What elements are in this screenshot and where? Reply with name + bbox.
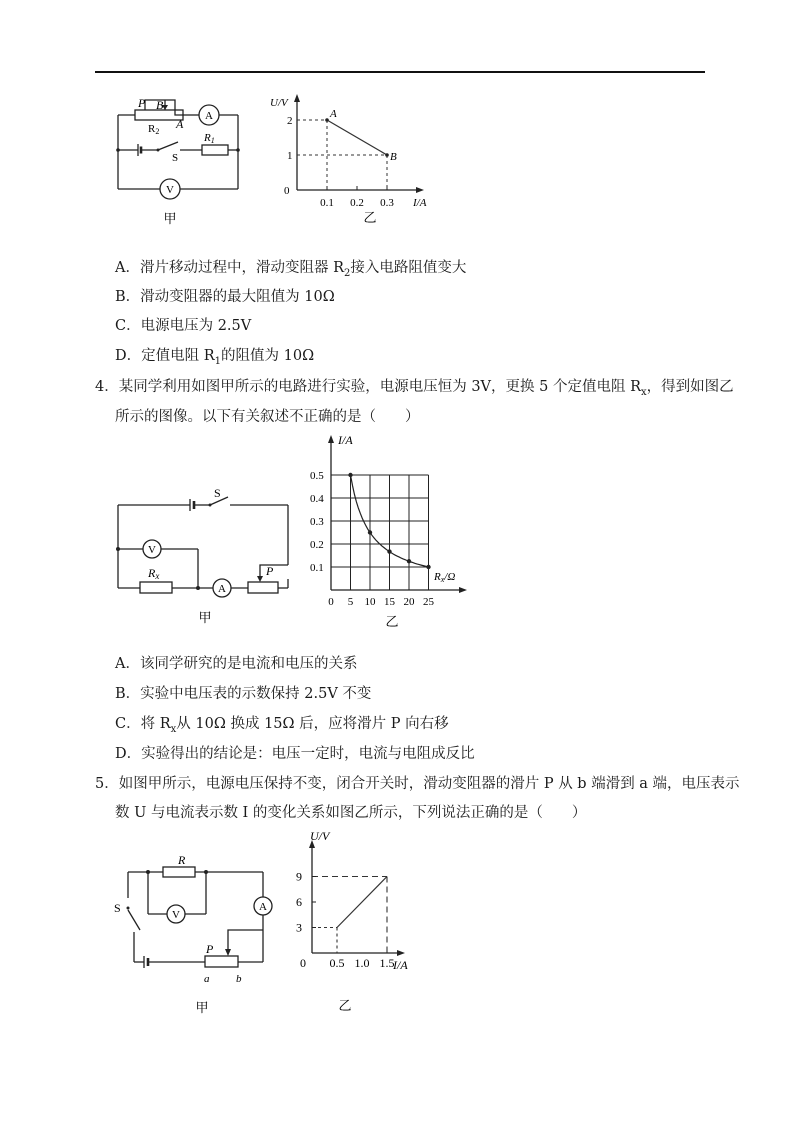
y-tick-label: 6: [296, 895, 302, 909]
q4-option-c[interactable]: C．将 $R_x$从 10Ω 换成 15Ω 后，应将滑片 P 向右移: [115, 716, 449, 735]
x-tick-label: 0.3: [380, 197, 394, 209]
q5-circuit-figure: [110, 850, 285, 1020]
label-P: P: [266, 564, 274, 578]
y-tick-label: 2: [287, 115, 293, 127]
x-tick-label: 15: [384, 596, 395, 608]
y-tick-label: 0.3: [310, 516, 324, 528]
label-S: S: [172, 152, 179, 164]
caption-jia: 甲: [198, 610, 212, 625]
q4-circuit-figure: [110, 485, 295, 630]
label-B: B: [156, 98, 164, 112]
y-tick-label: 0.1: [310, 562, 324, 574]
origin-label: 0: [284, 185, 290, 197]
q3-option-a[interactable]: A．滑片移动过程中，滑动变阻器 $R_2$接入电路阻值变大: [115, 260, 467, 279]
q3-option-d[interactable]: D．定值电阻 $R_1$的阻值为 10Ω: [115, 348, 315, 367]
ammeter-icon: A: [218, 583, 226, 595]
q4-graph-figure: [300, 430, 480, 630]
data-point-0: [325, 118, 329, 122]
x-axis-label: I/A: [413, 197, 427, 209]
label-a: a: [204, 973, 210, 985]
caption-jia: 甲: [195, 1000, 209, 1015]
label-R2: R2: [148, 123, 160, 136]
data-point-1: [385, 153, 389, 157]
point-label-1: B: [390, 151, 397, 163]
q3-circuit-figure: [100, 95, 250, 230]
label-S: S: [214, 486, 221, 500]
x-tick-label: 0.1: [320, 197, 334, 209]
q3-graph-figure: [265, 90, 440, 230]
y-tick-label: 3: [296, 920, 302, 935]
q4-stem-line2: 所示的图像。以下有关叙述不正确的是（ ）: [115, 409, 420, 425]
y-tick-label: 0.2: [310, 539, 324, 551]
voltmeter-icon: V: [172, 909, 180, 921]
label-Rx: Rx: [148, 566, 160, 581]
origin-label: 0: [300, 956, 306, 970]
x-tick-label: 0: [328, 596, 334, 608]
x-axis-label: I/A: [393, 958, 408, 972]
q5-graph-figure: [290, 825, 430, 1020]
caption-yi: 乙: [385, 614, 399, 629]
label-R: R: [178, 853, 186, 867]
x-tick-label: 25: [423, 596, 434, 608]
q4-option-b[interactable]: B．实验中电压表的示数保持 2.5V 不变: [115, 686, 372, 702]
q4-stem-line1: 4．某同学利用如图甲所示的电路进行实验，电源电压恒为 3V，更换 5 个定值电阻 $R_x$，得到如图乙: [95, 379, 734, 398]
x-tick-label: 0.2: [350, 197, 364, 209]
label-P: P: [138, 96, 146, 110]
series-line: [327, 120, 387, 155]
y-tick-label: 1: [287, 150, 293, 162]
x-tick-label: 20: [403, 596, 415, 608]
data-point-2: [387, 549, 391, 553]
label-P: P: [206, 942, 214, 956]
caption-yi: 乙: [363, 210, 377, 225]
label-b: b: [236, 973, 242, 985]
data-point-1: [368, 530, 372, 534]
caption-yi: 乙: [338, 998, 352, 1013]
x-tick-label: 10: [364, 596, 376, 608]
point-label-0: A: [330, 108, 337, 120]
ammeter-icon: A: [259, 901, 267, 913]
y-tick-label: 0.4: [310, 493, 324, 505]
voltmeter-icon: V: [148, 544, 156, 556]
q3-option-c[interactable]: C．电源电压为 2.5V: [115, 318, 252, 334]
y-axis-label: I/A: [338, 433, 353, 447]
series-line: [337, 877, 387, 928]
x-tick-label: 0.5: [329, 956, 345, 970]
data-point-0: [348, 473, 352, 477]
q5-stem-line1: 5．如图甲所示，电源电压保持不变，闭合开关时，滑动变阻器的滑片 P 从 b 端滑到 a 端，电压表示: [95, 776, 740, 792]
ammeter-icon: A: [205, 110, 213, 122]
voltmeter-icon: V: [166, 184, 174, 196]
x-tick-label: 1.5: [379, 956, 395, 970]
header-rule: [95, 71, 705, 73]
y-axis-label: U/V: [270, 97, 288, 109]
label-R1: R1: [204, 132, 215, 145]
y-axis-label: U/V: [310, 829, 330, 843]
label-A-terminal: A: [176, 117, 184, 131]
q3-option-b[interactable]: B．滑动变阻器的最大阻值为 10Ω: [115, 289, 335, 305]
caption-jia: 甲: [163, 211, 177, 226]
y-tick-label: 9: [296, 869, 302, 884]
x-tick-label: 1.0: [354, 956, 370, 970]
x-axis-label: Rx/Ω: [434, 571, 456, 584]
label-S: S: [114, 901, 121, 915]
data-point-4: [426, 565, 430, 569]
q4-option-a[interactable]: A．该同学研究的是电流和电压的关系: [115, 656, 358, 672]
data-point-3: [407, 559, 411, 563]
q5-stem-line2: 数 U 与电流表示数 I 的变化关系如图乙所示，下列说法正确的是（ ）: [115, 805, 587, 821]
q4-option-d[interactable]: D．实验得出的结论是：电压一定时，电流与电阻成反比: [115, 746, 475, 762]
y-tick-label: 0.5: [310, 470, 324, 482]
x-tick-label: 5: [347, 596, 354, 608]
